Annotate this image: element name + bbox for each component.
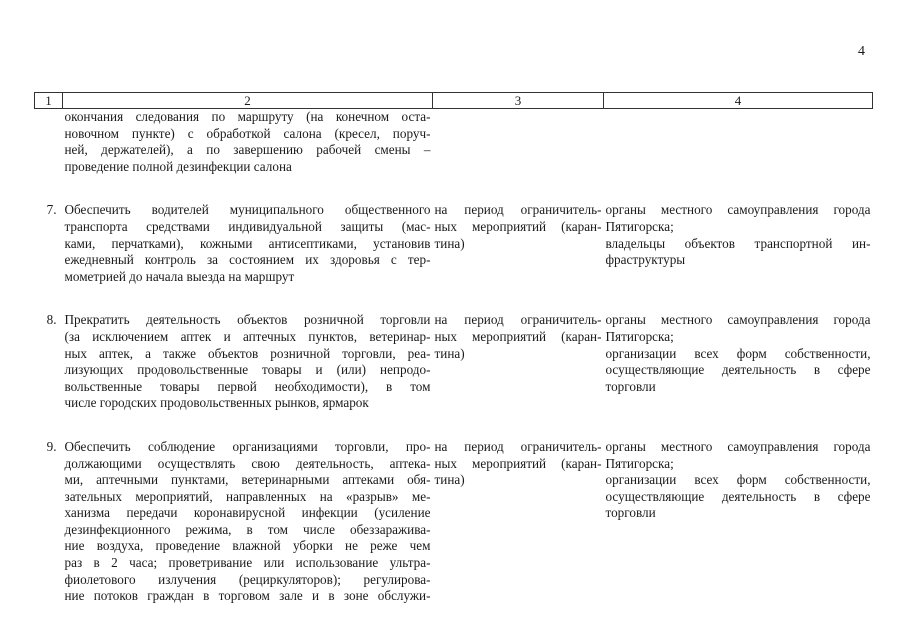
continuation-row [35,109,873,176]
period-line: на период ограничитель- [434,202,602,218]
content-line: ных аптек, а также объектов розничной торговли, реа- [64,345,431,361]
row-number: 9. [46,438,57,454]
measure-period [433,312,604,412]
period-line: ных мероприятий (каран- [434,218,602,234]
responsible-party [606,236,871,269]
table-header-row [35,93,873,109]
measure-content [63,312,433,412]
measure-responsible [604,312,873,412]
content-line: ками, перчатками), кожными антисептиками, установив [64,235,431,251]
measure-row [35,439,873,605]
content-line: ханизма передачи коронавирусной инфекции (усиление [64,505,431,521]
measure-content [63,202,433,285]
content-line: дезинфекционного режима, в том числе обеззаражива- [64,521,431,537]
content-line: вольственные товары первой необходимости), в том [64,378,431,394]
responsible-line: осуществляющие деятельность в сфере [605,488,871,504]
content-line: числе городских продовольственных рынков, ярмарок [64,395,369,411]
measure-responsible [604,202,873,285]
responsible-line: органы местного самоуправления города [605,312,871,328]
header-col-4: 4 [604,93,873,109]
header-col-3: 3 [433,93,604,109]
responsible-line: торговли [605,505,656,521]
responsible-line: торговли [605,378,656,394]
responsible-party [606,439,871,472]
measures-table [34,92,873,605]
row-spacer [35,412,873,439]
content-line: ние потоков граждан в торговом зале и в зоне обслужи- [64,588,431,604]
page-number: 4 [858,44,865,59]
content-line: Обеспечить соблюдение организациями торговли, про- [64,438,431,454]
content-line: Прекратить деятельность объектов розничной торговли [64,312,431,328]
responsible-line: органы местного самоуправления города [605,438,871,454]
content-line: ми, аптечными пунктами, ветеринарными аптеками обя- [64,472,431,488]
responsible-party [606,202,871,235]
responsible-line: органы местного самоуправления города [605,202,871,218]
responsible-line: Пятигорска; [605,455,674,471]
row-number: 8. [46,312,57,328]
period-line: тина) [434,345,465,361]
responsible-party [606,472,871,522]
responsible-line: осуществляющие деятельность в сфере [605,362,871,378]
table-body [35,109,873,605]
measure-content [63,439,433,605]
content-line: проведение полной дезинфекции салона [64,158,292,174]
content-line: (за исключением аптек и аптечных пунктов, ветеринар- [64,328,431,344]
responsible-party [606,346,871,396]
content-line: зательных мероприятий, направленных на «разрыв» ме- [64,488,431,504]
row-number: 7. [46,202,57,218]
content-line: Обеспечить водителей муниципального общественного [64,202,431,218]
header-col-1: 1 [35,93,63,109]
measure-responsible [604,439,873,605]
content-line: лизующих продовольственные товары и (или) непродо- [64,362,431,378]
responsible-line: фраструктуры [605,252,686,268]
content-line: должающими осуществлять свою деятельность, аптека- [64,455,431,471]
period-line: ных мероприятий (каран- [434,455,602,471]
period-line: ных мероприятий (каран- [434,328,602,344]
content-line: транспорта средствами индивидуальной защиты (мас- [64,218,431,234]
continuation-period [433,109,604,176]
content-line: ние воздуха, проведение влажной уборки не реже чем [64,538,431,554]
responsible-party [606,312,871,345]
period-line: тина) [434,235,465,251]
continuation-responsible [604,109,873,176]
measure-period [433,202,604,285]
content-line: мометрией до начала выезда на маршрут [64,268,295,284]
content-line: фиолетового излучения (рециркуляторов); регулирова- [64,571,431,587]
content-line: ней, держателей), а по завершению рабочей смены – [64,142,431,158]
content-line: ежедневный контроль за состоянием их здоровья с тер- [64,252,431,268]
continuation-content [63,109,433,176]
responsible-line: организации всех форм собственности, [605,472,871,488]
row-spacer [35,285,873,312]
row-spacer [35,175,873,202]
responsible-line: организации всех форм собственности, [605,345,871,361]
period-line: на период ограничитель- [434,312,602,328]
period-line: тина) [434,472,465,488]
content-line: раз в 2 часа; проветривание или использование ультра- [64,555,431,571]
measure-row [35,312,873,412]
period-line: на период ограничитель- [434,438,602,454]
measure-period [433,439,604,605]
header-col-2: 2 [63,93,433,109]
responsible-line: владельцы объектов транспортной ин- [605,235,871,251]
content-line: окончания следования по маршруту (на конечном оста- [64,109,431,124]
content-line: новочном пункте) с обработкой салона (кресел, поруч- [64,125,431,141]
responsible-line: Пятигорска; [605,328,674,344]
measure-row [35,202,873,285]
continuation-num [35,109,63,176]
responsible-line: Пятигорска; [605,218,674,234]
